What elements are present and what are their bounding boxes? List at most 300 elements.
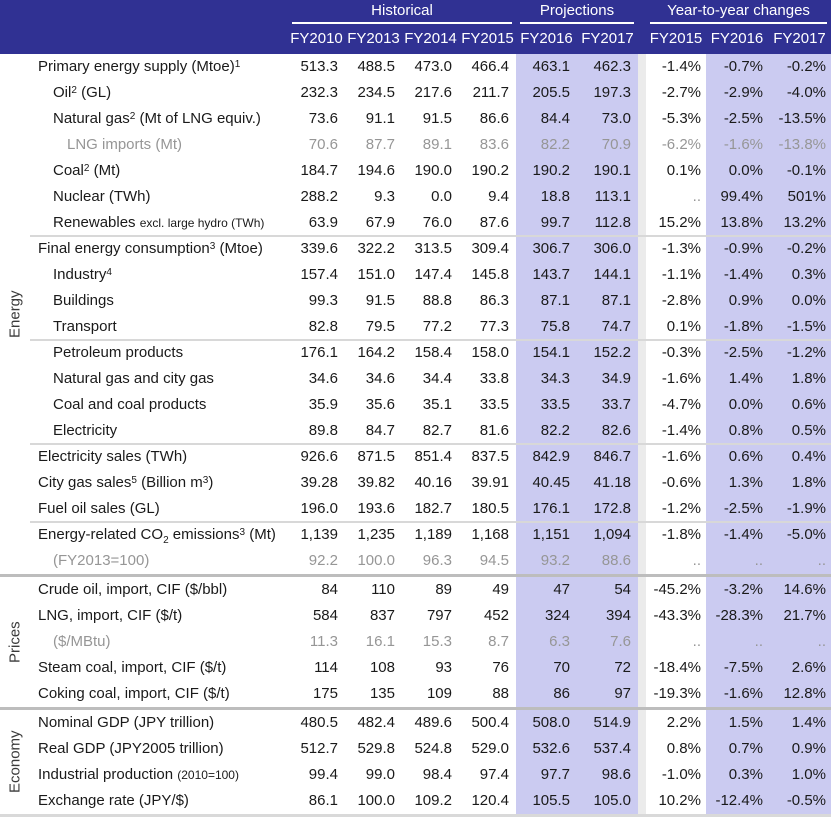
row-label [30, 548, 288, 574]
value-cell: 190.2 [471, 162, 509, 179]
change-cell: -1.4% [706, 262, 768, 288]
value-cell: 488.5 [357, 58, 395, 75]
value-cell: 99.4 [308, 766, 338, 783]
row-label-sup: 4 [106, 267, 112, 278]
value-cell: 97.4 [479, 766, 509, 783]
value-cell: 86.1 [308, 792, 338, 809]
value-cell: 34.4 [422, 370, 452, 387]
value-cell: 35.9 [308, 396, 338, 413]
change-cell: 0.6% [706, 444, 768, 470]
value-cell: 7.6 [577, 629, 638, 655]
row-label-sub: 2 [163, 535, 169, 546]
change-cell: 1.8% [768, 470, 831, 496]
table-row [0, 288, 831, 314]
change-cell: .. [692, 552, 701, 569]
value-cell: 100.0 [357, 552, 395, 569]
value-cell: 34.3 [516, 366, 577, 392]
row-label [30, 655, 288, 681]
row-label-text: Exchange rate (JPY/$) [38, 792, 189, 809]
value-cell: 89.8 [308, 422, 338, 439]
change-cell: -6.2% [661, 136, 701, 153]
change-cell: 0.1% [666, 162, 701, 179]
change-cell: -0.5% [768, 788, 831, 814]
value-cell: 871.5 [357, 448, 395, 465]
change-cell: -0.9% [706, 236, 768, 262]
section-gap-strip [638, 577, 646, 603]
change-cell: 0.8% [666, 740, 701, 757]
value-cell: 88.8 [422, 292, 452, 309]
change-cell: -4.7% [661, 396, 701, 413]
row-label-text: LNG imports (Mt) [67, 136, 183, 153]
value-cell: 322.2 [357, 240, 395, 257]
row-label [30, 54, 288, 80]
value-cell: 211.7 [472, 84, 509, 101]
row-label-sup: 3 [239, 527, 246, 538]
value-cell: 190.0 [414, 162, 452, 179]
column-group-historical: Historical [292, 0, 512, 24]
section-economy [0, 707, 831, 814]
value-cell: 512.7 [300, 740, 338, 757]
change-cell: .. [706, 548, 768, 574]
value-cell: 33.8 [479, 370, 509, 387]
value-cell: 147.4 [414, 266, 452, 283]
value-cell: 77.3 [479, 318, 509, 335]
value-cell: 480.5 [300, 714, 338, 731]
section-gap-strip [638, 681, 646, 707]
value-cell: 86.6 [479, 110, 509, 127]
change-cell: 99.4% [706, 184, 768, 210]
value-cell: 34.6 [308, 370, 338, 387]
change-cell: .. [768, 548, 831, 574]
section-gap-strip [638, 288, 646, 314]
value-cell: 98.6 [577, 762, 638, 788]
section-gap-strip [638, 314, 646, 340]
row-label-text: (GL) [76, 84, 112, 101]
value-cell: 87.1 [516, 288, 577, 314]
section-prices [0, 574, 831, 707]
value-cell: 91.5 [365, 292, 395, 309]
value-cell: 97.7 [516, 762, 577, 788]
table-row [0, 762, 831, 788]
change-cell: 0.9% [768, 736, 831, 762]
row-label [30, 210, 288, 236]
change-cell: -1.4% [706, 522, 768, 554]
value-cell: 842.9 [516, 444, 577, 470]
value-cell: 110 [371, 581, 395, 598]
row-label [30, 106, 288, 132]
change-cell: 1.0% [768, 762, 831, 788]
value-cell: 39.91 [471, 474, 509, 491]
change-cell: 0.9% [706, 288, 768, 314]
value-cell: 797 [426, 607, 452, 624]
value-cell: 175 [312, 685, 338, 702]
value-cell: 73.6 [308, 110, 338, 127]
value-cell: 143.7 [516, 262, 577, 288]
change-cell: -1.4% [661, 422, 701, 439]
change-cell: 13.8% [706, 210, 768, 236]
row-label-text: Energy-related CO [38, 526, 164, 543]
value-cell: 180.5 [471, 500, 509, 517]
value-cell: 1,151 [516, 522, 577, 554]
row-label-text: Industrial production [38, 766, 178, 783]
change-cell: -1.8% [706, 314, 768, 340]
value-cell: 99.0 [365, 766, 395, 783]
value-cell: 394 [577, 603, 638, 629]
change-cell: -2.5% [706, 496, 768, 522]
value-cell: 87.1 [577, 288, 638, 314]
row-label-sup: 3 [209, 241, 216, 252]
row-label-text: Primary energy supply (Mtoe) [38, 58, 235, 75]
change-cell: -2.8% [661, 292, 701, 309]
change-cell: -1.6% [661, 448, 701, 465]
change-cell: 21.7% [768, 603, 831, 629]
change-cell: -2.9% [706, 80, 768, 106]
value-cell: 73.0 [577, 106, 638, 132]
value-cell: 194.6 [357, 162, 395, 179]
value-cell: 529.0 [471, 740, 509, 757]
row-label [30, 340, 288, 366]
section-gap-strip [638, 132, 646, 158]
row-label-text: Coal [53, 162, 84, 179]
row-label-text: emissions [168, 526, 240, 543]
value-cell: 313.5 [414, 240, 452, 257]
value-cell: 164.2 [357, 344, 395, 361]
value-cell: 34.6 [365, 370, 395, 387]
row-label-text: City gas sales [38, 474, 132, 491]
value-cell: 234.5 [357, 84, 395, 101]
change-cell: 1.5% [706, 710, 768, 736]
change-cell: -12.4% [706, 788, 768, 814]
row-label [30, 236, 288, 262]
value-cell: 176.1 [300, 344, 338, 361]
value-cell: 926.6 [300, 448, 338, 465]
value-cell: 114 [314, 659, 338, 676]
change-cell: -0.7% [706, 54, 768, 80]
section-label-energy: Energy [6, 290, 24, 338]
row-label [30, 444, 288, 470]
value-cell: 232.3 [300, 84, 338, 101]
value-cell: 112.8 [577, 210, 638, 236]
value-cell: 846.7 [577, 444, 638, 470]
value-cell: 81.6 [479, 422, 509, 439]
change-cell: -5.0% [768, 522, 831, 554]
value-cell: 47 [516, 577, 577, 603]
value-cell: 309.4 [471, 240, 509, 257]
row-label-text: Real GDP (JPY2005 trillion) [38, 740, 224, 757]
value-cell: 93 [435, 659, 452, 676]
change-cell: 2.6% [768, 655, 831, 681]
row-label-text: Nuclear (TWh) [53, 188, 151, 205]
value-cell: 190.2 [516, 158, 577, 184]
value-cell: 33.5 [479, 396, 509, 413]
value-cell: 98.4 [422, 766, 452, 783]
section-gap-strip [638, 106, 646, 132]
row-label [30, 788, 288, 814]
value-cell: 89.1 [422, 136, 452, 153]
change-cell: -0.3% [661, 344, 701, 361]
row-label [30, 418, 288, 444]
table-header [0, 0, 831, 54]
change-cell: -28.3% [706, 603, 768, 629]
value-cell: 158.4 [414, 344, 452, 361]
value-cell: 35.1 [422, 396, 452, 413]
table-row [0, 132, 831, 158]
change-cell: -2.5% [706, 340, 768, 366]
change-cell: -1.6% [706, 681, 768, 707]
value-cell: 100.0 [357, 792, 395, 809]
value-cell: 97 [577, 681, 638, 707]
change-cell: 1.4% [768, 710, 831, 736]
change-cell: -1.0% [661, 766, 701, 783]
column-header-fy2015-6: FY2015 [649, 30, 703, 47]
section-gap-strip [638, 788, 646, 814]
value-cell: 92.2 [308, 552, 338, 569]
value-cell: 306.7 [516, 236, 577, 262]
fiscal-year-header-row [0, 26, 831, 54]
change-cell: -3.2% [706, 577, 768, 603]
value-cell: 99.7 [516, 210, 577, 236]
value-cell: 837.5 [471, 448, 509, 465]
change-cell: 15.2% [658, 214, 701, 231]
change-cell: 0.6% [768, 392, 831, 418]
row-label-sup: 5 [131, 475, 137, 486]
change-cell: -13.5% [768, 106, 831, 132]
value-cell: 513.3 [300, 58, 338, 75]
row-label-text: (Mt) [89, 162, 121, 179]
value-cell: 93.2 [516, 548, 577, 574]
row-label [30, 184, 288, 210]
row-label-text: Oil [53, 84, 72, 101]
value-cell: 82.8 [308, 318, 338, 335]
value-cell: 49 [492, 581, 509, 598]
change-cell: -13.8% [768, 132, 831, 158]
row-label [30, 132, 288, 158]
column-header-fy2010-0: FY2010 [290, 30, 343, 47]
table-row [0, 577, 831, 603]
row-label-text: Crude oil, import, CIF ($/bbl) [38, 581, 228, 598]
row-label [30, 736, 288, 762]
section-label-economy: Economy [6, 730, 24, 794]
row-label-small: (2010=100) [177, 768, 239, 782]
row-label-text: Transport [53, 318, 117, 335]
value-cell: 109.2 [414, 792, 452, 809]
section-gap-strip [638, 444, 646, 470]
change-cell: -1.1% [661, 266, 701, 283]
row-label-sup: 2 [129, 111, 136, 122]
table-row [0, 655, 831, 681]
change-cell: .. [692, 188, 701, 205]
value-cell: 532.6 [516, 736, 577, 762]
value-cell: 70.6 [308, 136, 338, 153]
row-label-text: (Billion m [136, 474, 203, 491]
value-cell: 508.0 [516, 710, 577, 736]
table-row [0, 184, 831, 210]
change-cell: -0.2% [768, 54, 831, 80]
value-cell: 99.3 [308, 292, 338, 309]
column-header-fy2016-7: FY2016 [710, 30, 764, 47]
row-label-text: Electricity sales (TWh) [38, 448, 188, 465]
value-cell: 1,235 [357, 526, 395, 543]
row-label-text: (Mt of LNG equiv.) [135, 110, 261, 127]
change-cell: -1.5% [768, 314, 831, 340]
change-cell: -1.4% [661, 58, 701, 75]
value-cell: 482.4 [357, 714, 395, 731]
value-cell: 83.6 [479, 136, 509, 153]
section-gap-strip [638, 710, 646, 736]
change-cell: -4.0% [768, 80, 831, 106]
value-cell: 15.3 [422, 633, 452, 650]
section-gap-strip [638, 392, 646, 418]
value-cell: 109 [426, 685, 452, 702]
value-cell: 89 [435, 581, 452, 598]
value-cell: 529.8 [357, 740, 395, 757]
section-gap-strip [638, 184, 646, 210]
section-gap-strip [638, 470, 646, 496]
value-cell: 172.8 [577, 496, 638, 522]
value-cell: 837 [369, 607, 395, 624]
change-cell: 1.3% [706, 470, 768, 496]
value-cell: 144.1 [577, 262, 638, 288]
row-label-text: Electricity [53, 422, 118, 439]
value-cell: 190.1 [577, 158, 638, 184]
value-cell: 158.0 [471, 344, 509, 361]
change-cell: -0.2% [768, 236, 831, 262]
change-cell: -1.2% [768, 340, 831, 366]
value-cell: 473.0 [414, 58, 452, 75]
value-cell: 288.2 [300, 188, 338, 205]
value-cell: 154.1 [516, 340, 577, 366]
section-gap-strip [638, 629, 646, 655]
section-gap-strip [638, 736, 646, 762]
table-row [0, 158, 831, 184]
table-row [0, 629, 831, 655]
change-cell: -7.5% [706, 655, 768, 681]
value-cell: 88 [492, 685, 509, 702]
column-header-fy2017-8: FY2017 [773, 30, 826, 47]
row-label-text: Coal and coal products [53, 396, 207, 413]
value-cell: 88.6 [577, 548, 638, 574]
value-cell: 91.5 [422, 110, 452, 127]
row-label [30, 314, 288, 340]
value-cell: 1,168 [471, 526, 509, 543]
value-cell: 182.7 [414, 500, 452, 517]
section-gap-strip [638, 210, 646, 236]
value-cell: 75.8 [516, 314, 577, 340]
row-label [30, 262, 288, 288]
column-header-fy2014-2: FY2014 [404, 30, 457, 47]
change-cell: -1.6% [661, 370, 701, 387]
value-cell: 84 [321, 581, 338, 598]
change-cell: -5.3% [661, 110, 701, 127]
value-cell: 82.6 [577, 418, 638, 444]
value-cell: 151.0 [357, 266, 395, 283]
change-cell: -1.8% [661, 526, 701, 543]
change-cell: -45.2% [653, 581, 701, 598]
value-cell: 67.9 [365, 214, 395, 231]
value-cell: 108 [369, 659, 395, 676]
section-gap-strip [638, 158, 646, 184]
value-cell: 33.5 [516, 392, 577, 418]
value-cell: 0.0 [431, 188, 452, 205]
row-label-text: Steam coal, import, CIF ($/t) [38, 659, 227, 676]
row-label [30, 681, 288, 707]
value-cell: 87.7 [365, 136, 395, 153]
section-gap-strip [638, 366, 646, 392]
row-label [30, 577, 288, 603]
value-cell: 157.4 [300, 266, 338, 283]
value-cell: 76.0 [422, 214, 452, 231]
value-cell: 489.6 [414, 714, 452, 731]
table-row [0, 236, 831, 262]
value-cell: 197.3 [577, 80, 638, 106]
change-cell: 0.1% [666, 318, 701, 335]
row-label-text: Industry [53, 266, 107, 283]
table-row [0, 522, 831, 548]
change-cell: 2.2% [666, 714, 701, 731]
value-cell: 77.2 [422, 318, 452, 335]
change-cell: .. [692, 633, 701, 650]
value-cell: 1,094 [577, 522, 638, 554]
table-row [0, 418, 831, 444]
value-cell: 33.7 [577, 392, 638, 418]
table-row [0, 392, 831, 418]
change-cell: -1.3% [661, 240, 701, 257]
table-row [0, 210, 831, 236]
value-cell: 76 [492, 659, 509, 676]
row-label-small: excl. large hydro (TWh) [139, 216, 265, 230]
change-cell: 0.8% [706, 418, 768, 444]
row-label-text: Fuel oil sales (GL) [38, 500, 160, 517]
row-label-text: ($/MBtu) [53, 633, 111, 650]
change-cell: -18.4% [653, 659, 701, 676]
change-cell: 0.0% [768, 288, 831, 314]
table-row [0, 496, 831, 522]
column-group-year-to-year-changes: Year-to-year changes [650, 0, 827, 24]
change-cell: 13.2% [768, 210, 831, 236]
table-row [0, 314, 831, 340]
value-cell: 16.1 [365, 633, 395, 650]
value-cell: 851.4 [414, 448, 452, 465]
change-cell: 14.6% [768, 577, 831, 603]
table-row [0, 788, 831, 814]
row-label [30, 366, 288, 392]
value-cell: 184.7 [300, 162, 338, 179]
value-cell: 452 [483, 607, 509, 624]
value-cell: 176.1 [516, 496, 577, 522]
change-cell: 501% [768, 184, 831, 210]
table-row [0, 54, 831, 80]
value-cell: 82.2 [516, 418, 577, 444]
table-body [0, 54, 831, 814]
row-label [30, 603, 288, 629]
value-cell: 40.45 [516, 470, 577, 496]
change-cell: -0.6% [661, 474, 701, 491]
value-cell: 39.82 [357, 474, 395, 491]
section-gap-strip [638, 54, 646, 80]
value-cell: 120.4 [471, 792, 509, 809]
section-gap-strip [638, 236, 646, 262]
change-cell: 0.5% [768, 418, 831, 444]
table-row [0, 548, 831, 574]
row-label-text: Nominal GDP (JPY trillion) [38, 714, 215, 731]
value-cell: 500.4 [471, 714, 509, 731]
row-label-text: (Mtoe) [215, 240, 263, 257]
table-row [0, 262, 831, 288]
value-cell: 82.7 [422, 422, 452, 439]
value-cell: 18.8 [516, 184, 577, 210]
value-cell: 79.5 [365, 318, 395, 335]
change-cell: -1.9% [768, 496, 831, 522]
